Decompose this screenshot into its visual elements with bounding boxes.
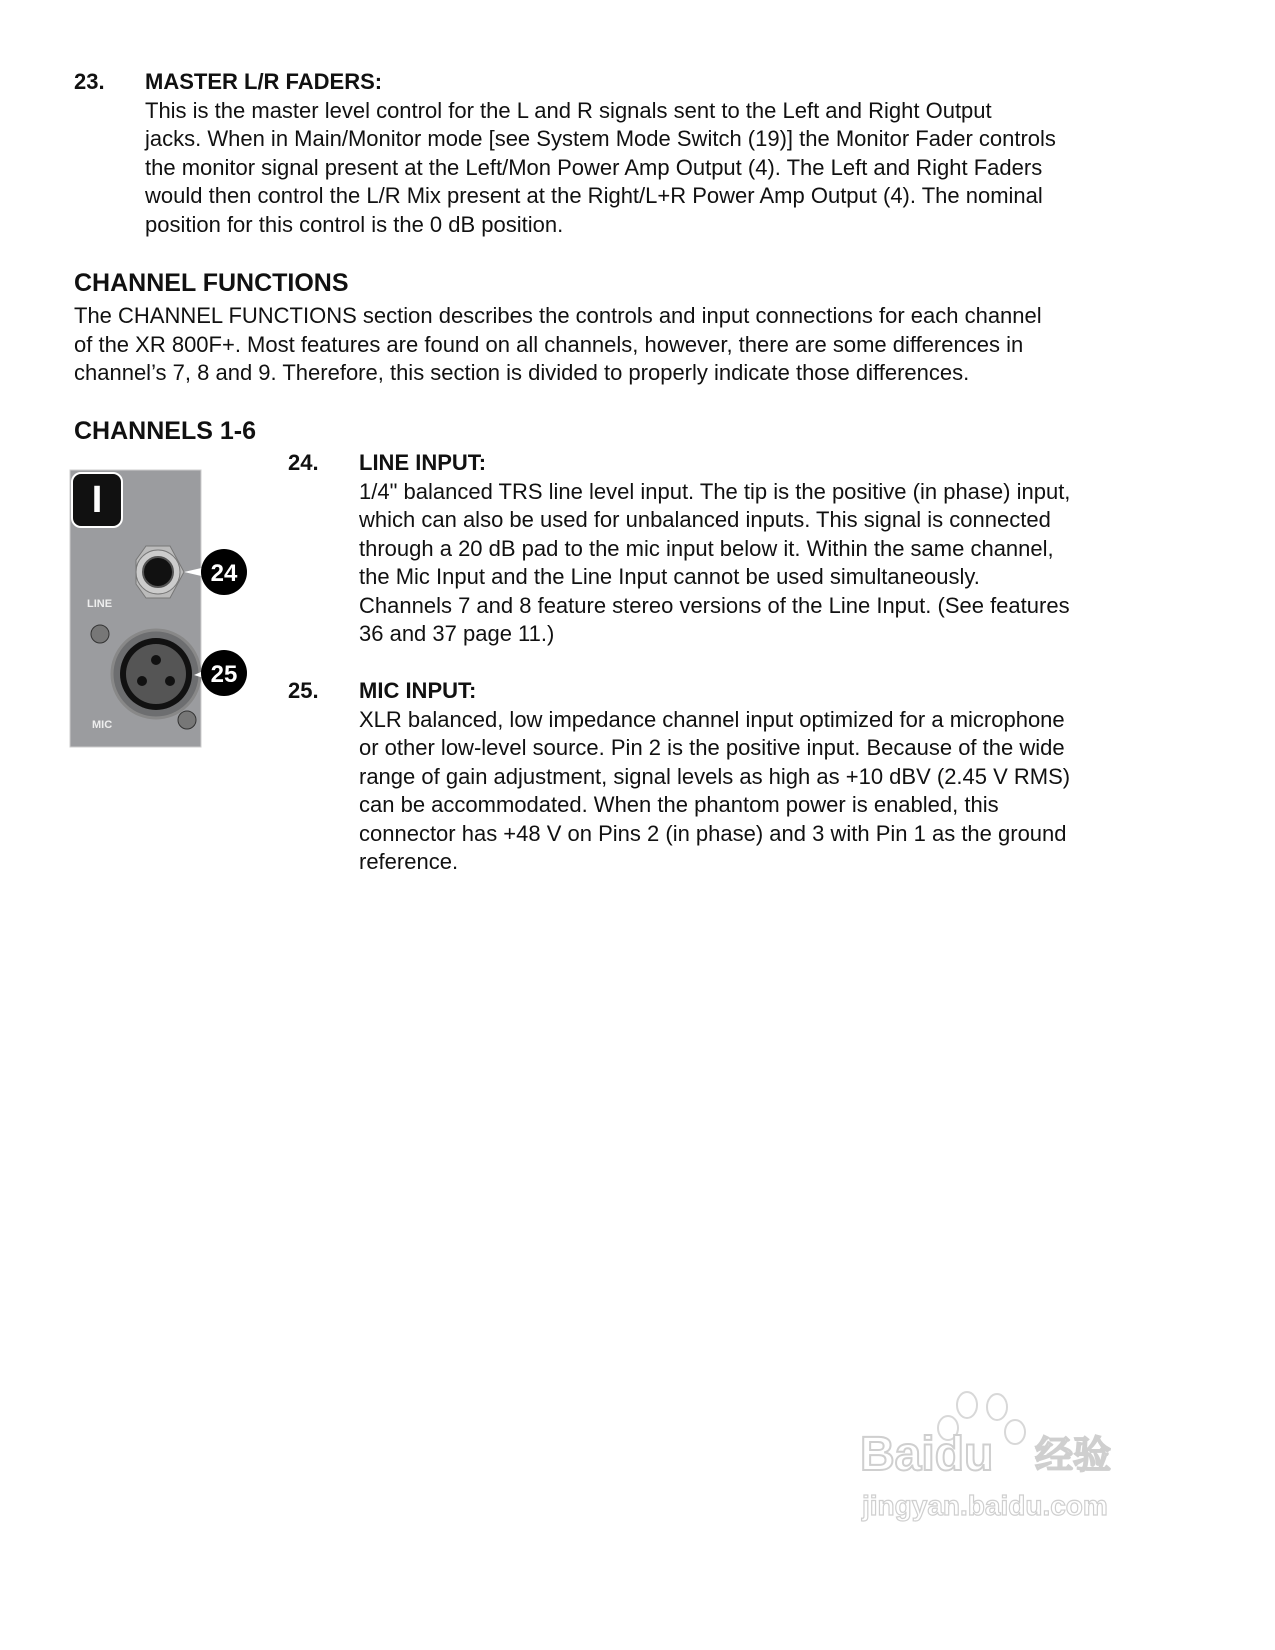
channels-1-6-heading: CHANNELS 1-6 <box>74 417 256 445</box>
xlr-jack-icon <box>126 644 186 704</box>
item-23-title: MASTER L/R FADERS: <box>145 69 383 94</box>
paragraph-line: The CHANNEL FUNCTIONS section describes the controls and input connections for each channel <box>74 303 1042 328</box>
svg-text:24: 24 <box>210 560 238 587</box>
item-24-line: 1/4" balanced TRS line level input. The tip is the positive (in phase) input, <box>359 478 1071 504</box>
channel-input-figure <box>70 470 238 747</box>
item-25-line: XLR balanced, low impedance channel input optimized for a microphone <box>359 706 1065 732</box>
channel-functions-paragraph <box>74 302 1042 388</box>
item-24-title: LINE INPUT: <box>359 450 487 475</box>
item-23-line: would then control the L/R Mix present at the Right/L+R Power Amp Output (4). The nominal <box>145 183 1043 208</box>
baidu-watermark <box>860 1390 1150 1530</box>
item-24-number: 24. <box>288 450 319 475</box>
mic-label: MIC <box>92 719 113 731</box>
item-24-line: through a 20 dB pad to the mic input below it. Within the same channel, <box>359 535 1054 561</box>
item-24-line: the Mic Input and the Line Input cannot be used simultaneously. <box>359 564 980 589</box>
paragraph-line: of the XR 800F+. Most features are found on all channels, however, there are some differences in <box>74 331 1024 357</box>
item-23-number: 23. <box>74 69 105 94</box>
svg-text:25: 25 <box>210 661 238 688</box>
channel-number: I <box>91 479 103 521</box>
item-25-line: connector has +48 V on Pins 2 (in phase) and 3 with Pin 1 as the ground <box>359 820 1067 846</box>
item-24-line: 36 and 37 page 11.) <box>359 621 555 646</box>
paragraph-line: channel’s 7, 8 and 9. Therefore, this section is divided to properly indicate those differences. <box>74 360 970 385</box>
item-25-line: can be accommodated. When the phantom power is enabled, this <box>359 792 999 817</box>
item-23-line: This is the master level control for the L and R signals sent to the Left and Right Output <box>145 97 992 123</box>
item-25-line: reference. <box>359 849 459 874</box>
item-23-line: position for this control is the 0 dB position. <box>145 211 564 237</box>
line-label: LINE <box>87 598 113 610</box>
item-25-line: or other low-level source. Pin 2 is the positive input. Because of the wide <box>359 735 1065 760</box>
item-24-line: which can also be used for unbalanced inputs. This signal is connected <box>359 507 1051 532</box>
item-23 <box>145 68 1056 239</box>
line-jack-icon <box>143 557 173 587</box>
item-24 <box>359 449 1070 649</box>
item-24-line: Channels 7 and 8 feature stereo versions of the Line Input. (See features <box>359 592 1070 618</box>
item-25-line: range of gain adjustment, signal levels as high as +10 dBV (2.45 V RMS) <box>359 763 1071 789</box>
item-25-title: MIC INPUT: <box>359 678 477 703</box>
watermark-brand: Baidu <box>860 1428 994 1481</box>
channel-functions-heading: CHANNEL FUNCTIONS <box>74 269 349 297</box>
item-23-line: jacks. When in Main/Monitor mode [see System Mode Switch (19)] the Monitor Fader controls <box>145 126 1056 151</box>
item-23-line: the monitor signal present at the Left/Mon Power Amp Output (4). The Left and Right Faders <box>145 154 1043 180</box>
watermark-cn: 经验 <box>1035 1433 1112 1477</box>
watermark-url: jingyan.baidu.com <box>862 1490 1108 1521</box>
item-25 <box>359 677 1070 877</box>
item-25-number: 25. <box>288 678 319 703</box>
